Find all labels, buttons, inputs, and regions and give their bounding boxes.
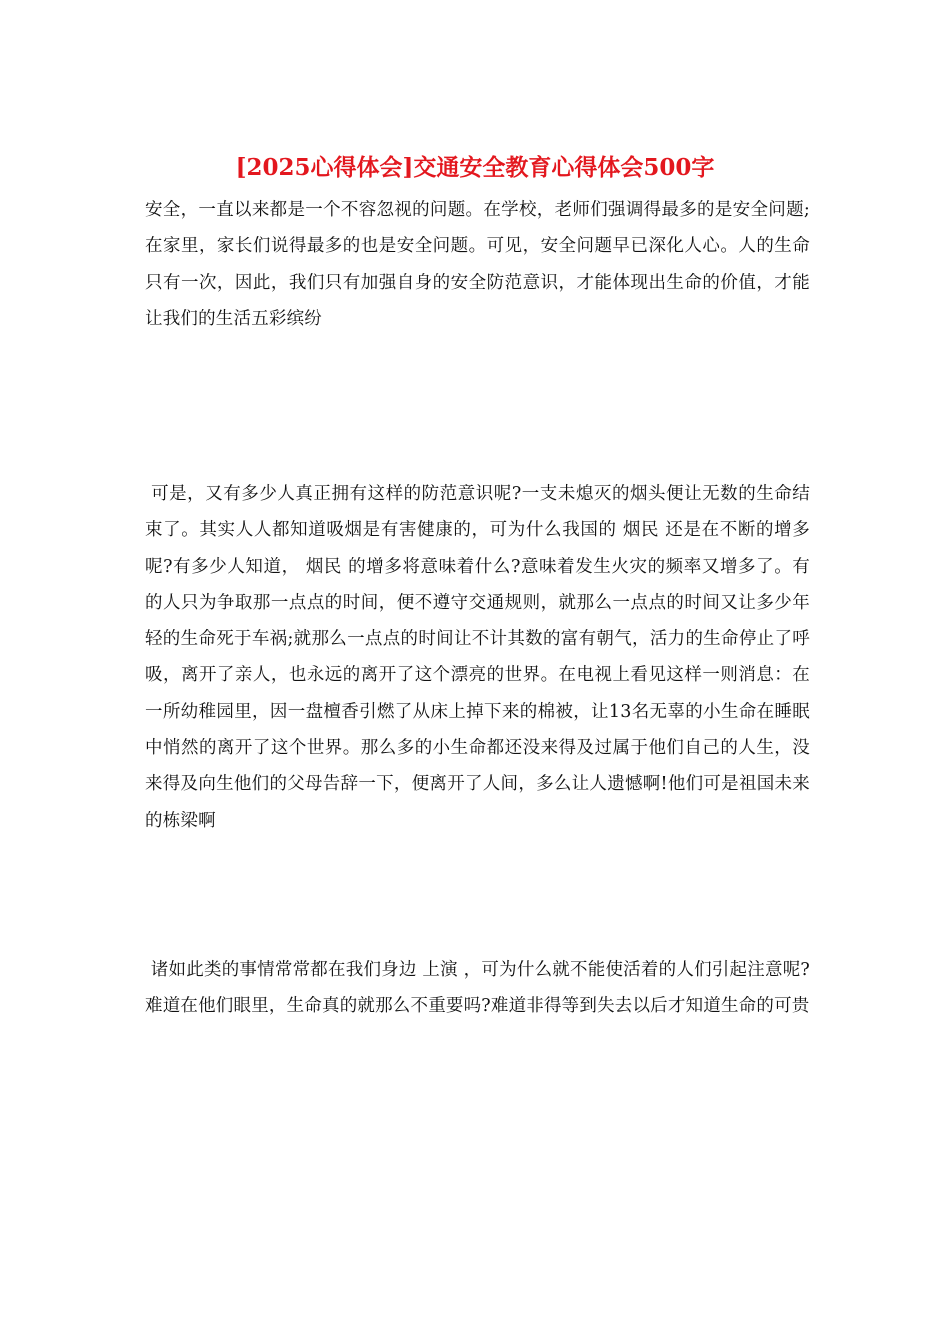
paragraph-2: 可是，又有多少人真正拥有这样的防范意识呢?一支未熄灭的烟头便让无数的生命结束了。其实人人都知道吸烟是有害健康的，可为什么我国的 烟民 还是在不断的增多呢?有多少人知道， 烟民 的增多将意味着什么?意味着发生火灾的频率又增多了。有的人只为争取那一点点的时间，便不遵守交通规则，就那么一点点的时间又让多少年轻的生命死于车祸;就那么一点点的时间让不计其数的富有朝气，活力的生命停止了呼吸，离开了亲人，也永远的离开了这个漂亮的世界。在电视上看见这样一则消息：在一所幼稚园里，因一盘檀香引燃了从床上掉下来的棉被，让13名无辜的小生命在睡眠中悄然的离开了这个世界。那么多的小生命都还没来得及过属于他们自己的人生，没来得及向生他们的父母告辞一下，便离开了人间，多么让人遗憾啊!他们可是祖国未来的栋梁啊 (145, 484, 811, 831)
document-title: [2025心得体会]交通安全教育心得体会500字 (235, 154, 715, 181)
paragraph-1: 安全，一直以来都是一个不容忽视的问题。在学校，老师们强调得最多的是安全问题;在家里，家长们说得最多的也是安全问题。可见，安全问题早已深化人心。人的生命只有一次，因此，我们只有加强自身的安全防范意识，才能体现出生命的价值，才能让我们的生活五彩缤纷 (145, 200, 810, 329)
paragraph-3: 诸如此类的事情常常都在我们身边 上演 ，可为什么就不能使活着的人们引起注意呢?难道在他们眼里，生命真的就那么不重要吗?难道非得等到失去以后才知道生命的可贵 (145, 960, 811, 1017)
